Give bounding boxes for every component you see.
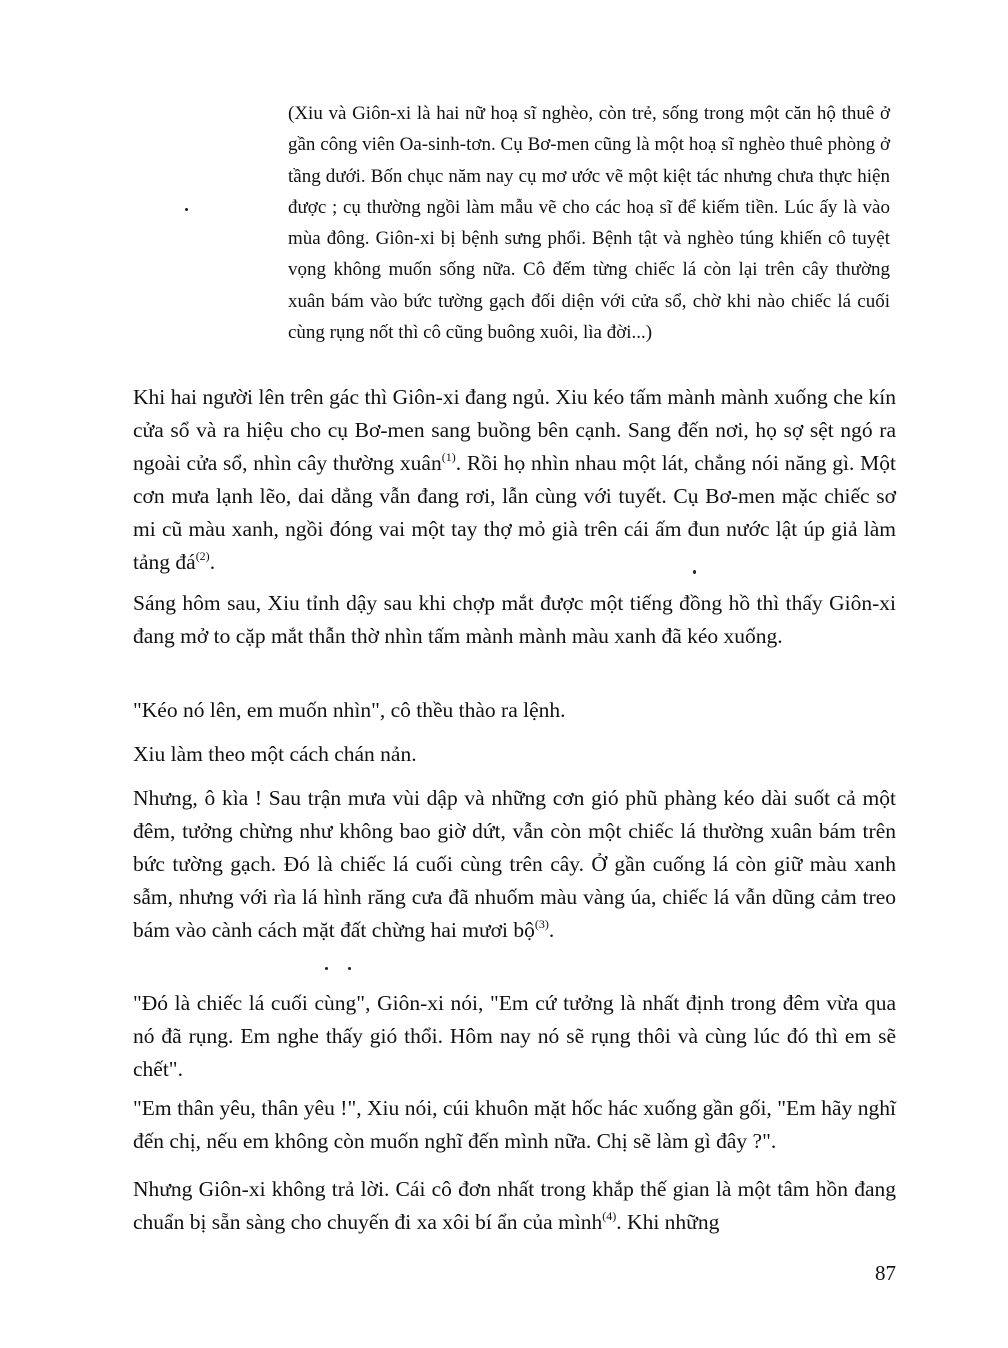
- paragraph-5-text-b: .: [548, 918, 555, 942]
- paragraph-1: [133, 381, 896, 579]
- footnote-ref-3: (3): [534, 917, 549, 931]
- scan-speck: [348, 967, 351, 970]
- paragraph-5: [133, 782, 896, 947]
- footnote-ref-4: (4): [602, 1209, 617, 1223]
- page-number: 87: [875, 1261, 896, 1285]
- footnote-ref-2: (2): [195, 549, 210, 563]
- scan-speck: [693, 570, 696, 574]
- paragraph-6: "Đó là chiếc lá cuối cùng", Giôn-xi nói, "Em cứ tưởng là nhất định trong đêm vừa qua nó đã rụng. Em nghe thấy gió thổi. Hôm nay nó sẽ rụng thôi và cùng lúc đó thì em sẽ chết".: [133, 991, 896, 1081]
- paragraph-3: "Kéo nó lên, em muốn nhìn", cô thều thào ra lệnh.: [133, 698, 566, 722]
- paragraph-2: Sáng hôm sau, Xiu tỉnh dậy sau khi chợp mắt được một tiếng đồng hồ thì thấy Giôn-xi đang mở to cặp mắt thẫn thờ nhìn tấm mành mành màu xanh đã kéo xuống.: [133, 591, 896, 648]
- scan-speck: [185, 208, 188, 211]
- intro-summary: (Xiu và Giôn-xi là hai nữ hoạ sĩ nghèo, còn trẻ, sống trong một căn hộ thuê ở gần công viên Oa-sinh-tơn. Cụ Bơ-men cũng là một hoạ sĩ nghèo thuê phòng ở tầng dưới. Bốn chục năm nay cụ mơ ước vẽ một kiệt tác nhưng chưa thực hiện được ; cụ thường ngồi làm mẫu vẽ cho các hoạ sĩ để kiếm tiền. Lúc ấy là vào mùa đông. Giôn-xi bị bệnh sưng phổi. Bệnh tật và nghèo túng khiến cô tuyệt vọng không muốn sống nữa. Cô đếm từng chiếc lá còn lại trên cây thường xuân bám vào bức tường gạch đối diện với cửa sổ, chờ khi nào chiếc lá cuối cùng rụng nốt thì cô cũng buông xuôi, lìa đời...): [288, 103, 890, 344]
- paragraph-8-text-b: . Khi những: [616, 1210, 720, 1234]
- footnote-ref-1: (1): [441, 450, 456, 464]
- paragraph-4: Xiu làm theo một cách chán nản.: [133, 742, 417, 766]
- paragraph-1-text-c: .: [209, 550, 216, 574]
- paragraph-1-text-a: Khi hai người lên trên gác thì Giôn-xi đang ngủ. Xiu kéo tấm mành mành xuống che kín cửa sổ và ra hiệu cho cụ Bơ-men sang buồng bên cạnh. Sang đến nơi, họ sợ sệt ngó ra ngoài cửa sổ, nhìn cây thường xuân: [133, 385, 896, 475]
- scan-speck: [325, 967, 328, 970]
- paragraph-7: "Em thân yêu, thân yêu !", Xiu nói, cúi khuôn mặt hốc hác xuống gần gối, "Em hãy nghĩ đến chị, nếu em không còn muốn nghĩ đến mình nữa. Chị sẽ làm gì đây ?".: [133, 1096, 896, 1153]
- paragraph-8: [133, 1173, 896, 1239]
- paragraph-1-text-b: . Rồi họ nhìn nhau một lát, chẳng nói năng gì. Một cơn mưa lạnh lẽo, dai dẳng vẫn đang rơi, lẫn cùng với tuyết. Cụ Bơ-men mặc chiếc sơ mi cũ màu xanh, ngồi đóng vai một tay thợ mỏ già trên cái ấm đun nước lật úp giả làm tảng đá: [133, 451, 896, 574]
- paragraph-8-text-a: Nhưng Giôn-xi không trả lời. Cái cô đơn nhất trong khắp thế gian là một tâm hồn đang chuẩn bị sẵn sàng cho chuyến đi xa xôi bí ẩn của mình: [133, 1177, 896, 1234]
- paragraph-5-text-a: Nhưng, ô kìa ! Sau trận mưa vùi dập và những cơn gió phũ phàng kéo dài suốt cả một đêm, tưởng chừng như không bao giờ dứt, vẫn còn một chiếc lá thường xuân bám trên bức tường gạch. Đó là chiếc lá cuối cùng trên cây. Ở gần cuống lá còn giữ màu xanh sẫm, nhưng với rìa lá hình răng cưa đã nhuốm màu vàng úa, chiếc lá vẫn dũng cảm treo bám vào cành cách mặt đất chừng hai mươi bộ: [133, 786, 896, 942]
